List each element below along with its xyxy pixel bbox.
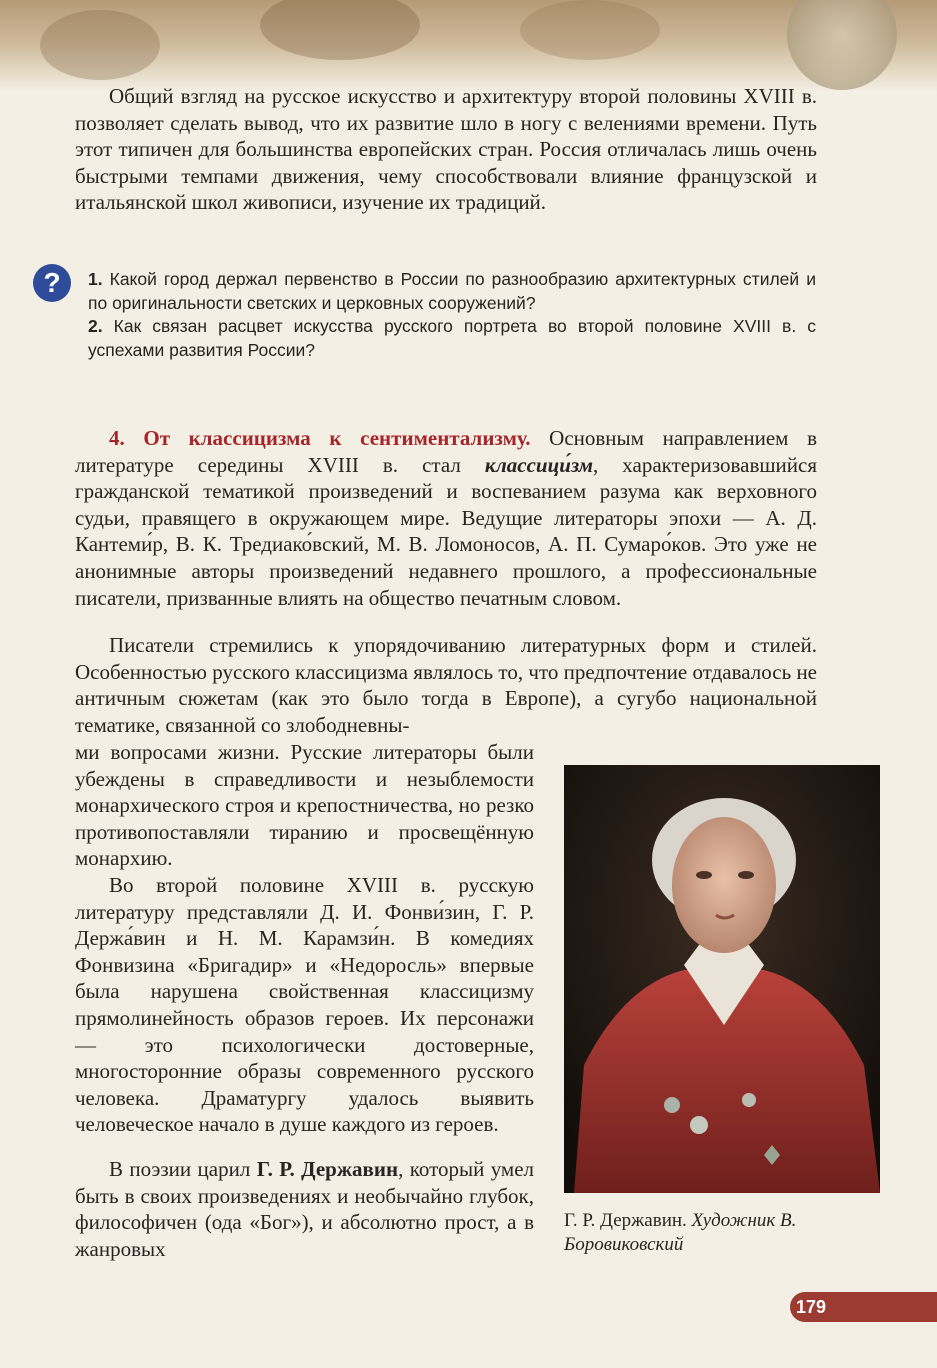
coin-ornament <box>787 0 897 90</box>
term-classicism: классици́зм <box>484 452 593 477</box>
section-paragraph-3: Во второй половине XVIII в. русскую литературу представляли Д. И. Фонви́зин, Г. Р. Держа́вин и Н. М. Карамзи́н. В комедиях Фонвизина «Бригадир» и «Недоросль» впервые была нарушена свойственная классицизму прямолинейность образов героев. Их персонажи — это психологически достоверные, многосторонние образы современного русского человека. Драматургу удалось выявить человеческое начало в душе каждого из героев. <box>75 873 534 1137</box>
section-paragraph-2-cont: ми вопросами жизни. Русские литераторы были убеждены в справедливости и незыблемости монархического строя и крепостничества, но резко противопоставляли тиранию и просвещённую монархию. <box>75 740 534 871</box>
section-paragraph-4: В поэзии царил Г. Р. Державин, который умел быть в своих произведениях и необычайно глубок, философичен (ода «Бог»), и абсолютно прост, а в жанровых <box>75 1157 535 1261</box>
portrait-illustration <box>564 765 880 1193</box>
header-ornament <box>40 10 160 80</box>
question-2: 2. Как связан расцвет искусства русского портрета во второй половине XVIII в. с успехами развития России? <box>88 316 816 360</box>
page-number: 179 <box>790 1292 937 1322</box>
header-ornament <box>520 0 660 60</box>
derzhavin-portrait <box>564 765 880 1193</box>
review-questions <box>88 268 816 362</box>
figure-caption: Г. Р. Державин. Художник В. Боровиковский <box>564 1210 797 1255</box>
section-paragraph-1: 4. От классицизма к сентиментализму. Основным направлением в литературе середины XVIII в. стал классици́зм, характеризовавшийся гражданской тематикой произведений и воспеванием разума как верховного судьи, правящего в окружающем мире. Ведущие литераторы эпохи — А. Д. Кантеми́р, В. К. Тредиако́вский, М. В. Ломоносов, А. П. Сумаро́ков. Это уже не анонимные авторы произведений недавнего прошлого, а профессиональные писатели, призванные влиять на общество печатным словом. <box>75 426 818 610</box>
question-1: 1. Какой город держал первенство в России по разнообразию архитектурных стилей и по оригинальности светских и церковных сооружений? <box>88 269 816 313</box>
section-heading: 4. От классицизма к сентиментализму. <box>109 426 531 450</box>
decorative-header-band <box>0 0 937 92</box>
intro-paragraph: Общий взгляд на русское искусство и архитектуру второй половины XVIII в. позволяет сделать вывод, что их развитие шло в ногу с велениями времени. Путь этот типичен для большинства европейских стран. Россия отличалась лишь очень быстрыми темпами движения, чему способствовали влияние французской и итальянской школ живописи, изучение их традиций. <box>75 84 817 215</box>
question-icon: ? <box>33 264 71 302</box>
poet-name: Г. Р. Державин <box>256 1157 399 1181</box>
header-ornament <box>260 0 420 60</box>
section-paragraph-2: Писатели стремились к упорядочиванию литературных форм и стилей. Особенностью русского классицизма являлось то, что предпочтение отдавалось не античным сюжетам (как это было тогда в Европе), а сугубо национальной тематике, связанной со злободневны- <box>75 633 817 737</box>
